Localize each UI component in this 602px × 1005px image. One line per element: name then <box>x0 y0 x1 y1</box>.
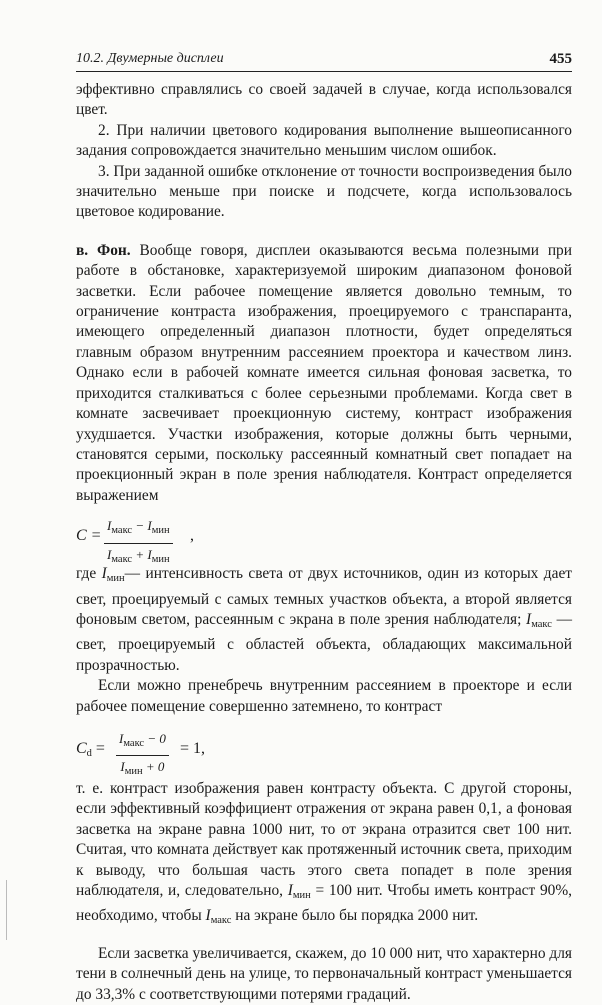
sub: мин <box>124 766 143 778</box>
text: — интенсивность света от двух источников, один из которых дает свет, проецируемый с самых темных участков объекта, а второй является фоновым светом, рассеянным с экрана в поле зрения наблюдателя; <box>76 565 572 628</box>
margin-mark <box>6 880 7 940</box>
paragraph-background-text: Вообще говоря, дисплеи оказываются весьма полезными при работе в обстановке, характеризуемой широким диапазоном фоновой засветки. Если рабочее помещение является довольно темным, то ограничение контраста изображения, проецируемого с транспаранта, имеющего определенный диапазон плотности, будет определяться главным образом внутренним рассеянием проектора и качеством линз. Однако если в рабочей комнате имеется сильная фоновая засветка, то приходится сталкиваться с более серьезными проблемами. Когда свет в комнате засвечивает проекционную систему, контраст изображения ухудшается. Участки изображения, которые должны быть черными, становятся серыми, поскольку рассеянный комнатный свет попадает на проекционный экран в поле зрения наблюдателя. Контраст определяется выражением <box>76 241 572 504</box>
var: I <box>147 518 152 534</box>
op: + <box>132 546 148 562</box>
paragraph-point-2: 2. При наличии цветового кодирования выполнение вышеописанного задания сопровождается значительно меньшим числом ошибок. <box>76 121 572 160</box>
paragraph-background <box>76 241 572 506</box>
formula-fraction <box>104 516 173 570</box>
op: = <box>91 739 105 757</box>
text: на экране было бы порядка 2000 нит. <box>231 907 479 925</box>
text: — свет, проецируемый с областей объекта, обладающих максимальной прозрачностью. <box>76 610 572 674</box>
page-body <box>76 80 572 1005</box>
section-title: 10.2. Двумерные дисплеи <box>76 51 224 66</box>
paragraph-increase: Если засветка увеличивается, скажем, до 10 000 нит, что характерно для тени в солнечный день на улице, то первоначальный контраст уменьшается до 33,3% с соответствующими потерями градаций. <box>76 944 572 1003</box>
sub: макс <box>210 915 232 927</box>
sub: макс <box>111 553 133 565</box>
sub: мин <box>292 890 311 901</box>
op: − <box>132 518 148 534</box>
fraction-numerator <box>116 729 169 756</box>
formula-tail: , <box>190 527 194 545</box>
formula2-lhs <box>76 739 105 764</box>
paragraph-definitions <box>76 564 572 676</box>
var: I <box>107 546 112 562</box>
contrast-formula-dark <box>76 729 572 778</box>
paragraph-dark-room: Если можно пренебречь внутренним рассеянием в проекторе и если рабочее помещение совершенно затемнено, то контраст <box>76 677 572 715</box>
var: I <box>119 730 124 746</box>
formula-lhs: C = <box>76 527 102 545</box>
fraction-denominator <box>116 756 169 782</box>
sub: макс <box>531 618 552 630</box>
var: I <box>287 882 293 899</box>
op: + 0 <box>142 759 165 775</box>
var: I <box>205 907 211 925</box>
formula2-tail: = 1, <box>180 739 206 757</box>
page-number: 455 <box>549 51 572 67</box>
paragraph-continuation: эффективно справлялись со своей задачей в случае, когда использовался цвет. <box>76 81 572 119</box>
var: I <box>107 518 112 534</box>
fraction-denominator <box>104 544 173 570</box>
var: I <box>101 565 107 583</box>
sub: макс <box>123 737 145 749</box>
running-header <box>76 51 572 72</box>
sub: мин <box>151 525 170 537</box>
contrast-formula <box>76 516 572 565</box>
sub: d <box>86 747 92 759</box>
paragraph-reflection <box>76 779 572 932</box>
var: I <box>147 546 152 562</box>
paragraph-point-3: 3. При заданной ошибке отклонение от точности воспроизведения было значительно меньше при поиске и подсчете, когда использовалось цветовое кодирование. <box>76 162 572 221</box>
sub: мин <box>106 573 125 585</box>
var: I <box>120 759 125 775</box>
text: где <box>76 565 102 583</box>
text: = 100 нит. Чтобы иметь контраст 90%, необходимо, чтобы <box>76 882 573 925</box>
fraction-numerator <box>104 516 173 543</box>
run-in-heading: в. Фон. <box>76 241 131 259</box>
var: I <box>526 610 532 628</box>
text: т. е. контраст изображения равен контрасту объекта. С другой стороны, если эффективный коэффициент отражения от экрана равен 0,1, а фоновая засветка на экране равна 1000 нит, то от экрана отразится свет 100 нит. Считая, что комната действует как протяженный источник света, приходим к выводу, что большая часть этого света попадет в поле зрения наблюдателя, и, следовательно, <box>76 779 572 899</box>
op: − 0 <box>144 730 166 746</box>
formula2-fraction <box>116 729 169 783</box>
sub: макс <box>111 525 133 537</box>
var: C <box>76 739 87 757</box>
sub: мин <box>151 553 170 565</box>
